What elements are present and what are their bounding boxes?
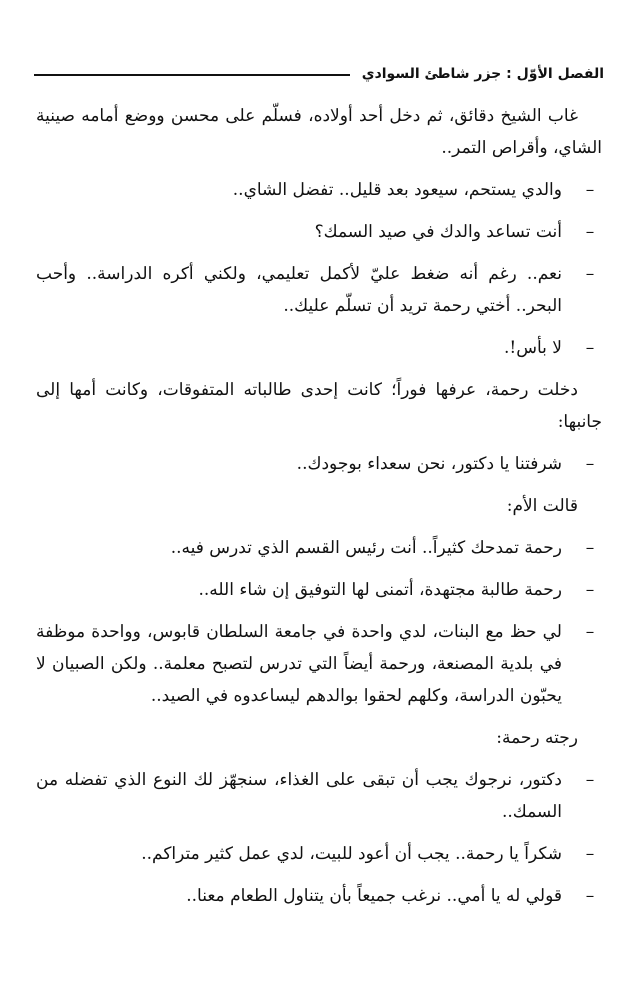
dialogue-line (36, 574, 602, 606)
dialogue-line (36, 764, 602, 828)
dialogue-line (36, 174, 602, 206)
dialogue-dash: – (585, 770, 595, 790)
dialogue-text: رحمة تمدحك كثيراً.. أنت رئيس القسم الذي تدرس فيه.. (170, 538, 562, 558)
header-rule (34, 74, 350, 76)
dialogue-dash: – (585, 538, 595, 558)
dialogue-text: شرفتنا يا دكتور، نحن سعداء بوجودك.. (296, 454, 562, 474)
dialogue-line (36, 838, 602, 870)
dialogue-dash: – (585, 454, 595, 474)
dialogue-line (36, 216, 602, 248)
dialogue-line (36, 616, 602, 712)
running-header (34, 62, 604, 86)
paragraph: رجته رحمة: (496, 728, 578, 748)
page-body (36, 100, 602, 922)
dialogue-text: دكتور، نرجوك يجب أن تبقى على الغذاء، سنجهّز لك النوع الذي تفضله من السمك.. (36, 770, 562, 822)
dialogue-line (36, 332, 602, 364)
dialogue-text: شكراً يا رحمة.. يجب أن أعود للبيت، لدي عمل كثير متراكم.. (141, 844, 562, 864)
dialogue-line (36, 880, 602, 912)
dialogue-dash: – (585, 622, 595, 642)
dialogue-text: نعم.. رغم أنه ضغط عليّ لأكمل تعليمي، ولكني أكره الدراسة.. وأحب البحر.. أختي رحمة تريد أن تسلّم عليك.. (36, 264, 562, 316)
dialogue-dash: – (585, 580, 595, 600)
paragraph: قالت الأم: (506, 496, 578, 516)
dialogue-dash: – (585, 180, 595, 200)
dialogue-dash: – (585, 222, 595, 242)
dialogue-text: لا بأس!. (504, 338, 562, 358)
dialogue-dash: – (585, 264, 595, 284)
dialogue-text: رحمة طالبة مجتهدة، أتمنى لها التوفيق إن شاء الله.. (198, 580, 562, 600)
dialogue-text: أنت تساعد والدك في صيد السمك؟ (314, 222, 562, 242)
dialogue-line (36, 448, 602, 480)
dialogue-text: والدي يستحم، سيعود بعد قليل.. تفضل الشاي.. (232, 180, 562, 200)
dialogue-dash: – (585, 844, 595, 864)
dialogue-dash: – (585, 338, 595, 358)
dialogue-line (36, 532, 602, 564)
dialogue-dash: – (585, 886, 595, 906)
dialogue-text: قولي له يا أمي.. نرغب جميعاً بأن يتناول الطعام معنا.. (186, 886, 562, 906)
paragraph: غاب الشيخ دقائق، ثم دخل أحد أولاده، فسلّم على محسن ووضع أمامه صينية الشاي، وأقراص التمر.. (36, 106, 602, 158)
paragraph: دخلت رحمة، عرفها فوراً؛ كانت إحدى طالباته المتفوقات، وكانت أمها إلى جانبها: (36, 380, 602, 432)
chapter-title: الفصل الأوّل : جزر شاطئ السوادي (361, 66, 604, 82)
dialogue-line (36, 258, 602, 322)
dialogue-text: لي حظ مع البنات، لدي واحدة في جامعة السلطان قابوس، وواحدة موظفة في بلدية المصنعة، ورحمة أيضاً التي تدرس لتصبح معلمة.. ولكن الصبيان لا يحبّون الدراسة، وكلهم لحقوا بوالدهم ليساعدوه في الصيد.. (36, 622, 562, 706)
